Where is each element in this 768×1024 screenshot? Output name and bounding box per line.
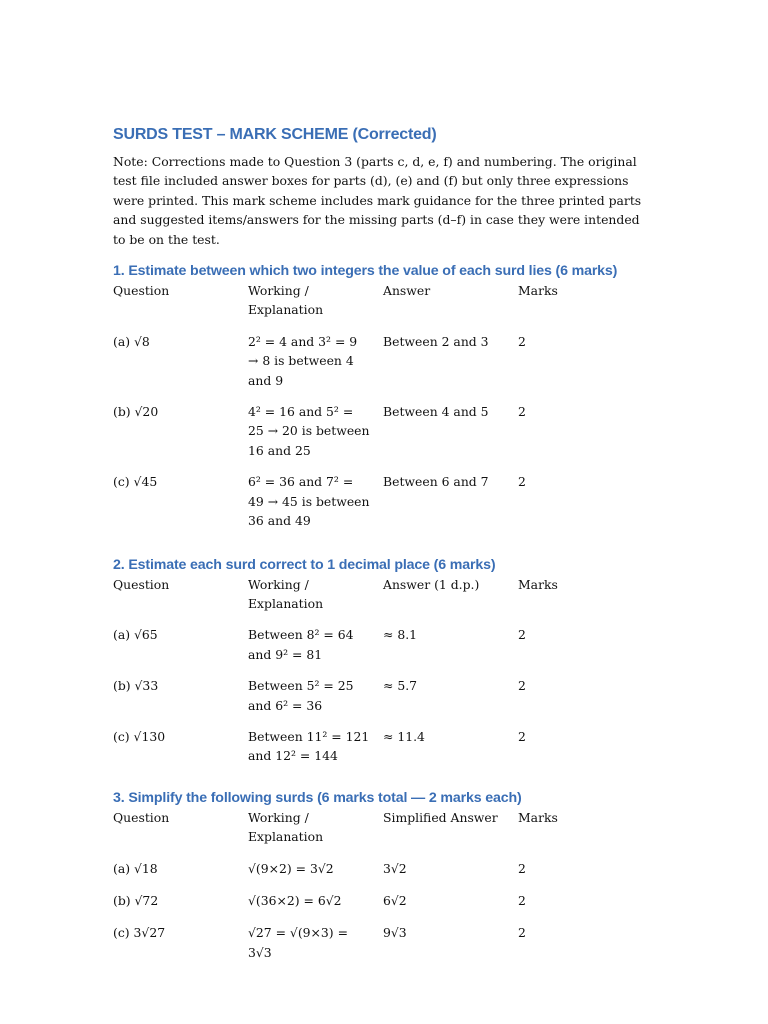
question-cell: (b) √72 (113, 892, 159, 908)
column-header-question: Question (113, 283, 170, 299)
table-row (113, 625, 653, 664)
table-row (113, 332, 653, 390)
working-cell: √27 = √(9×3) = 3√3 (248, 925, 348, 960)
table-header-row (113, 808, 653, 847)
section-heading: 2. Estimate each surd correct to 1 decimal place (6 marks) (113, 556, 496, 573)
question-cell: (a) √8 (113, 333, 150, 349)
working-cell: Between 8² = 64 and 9² = 81 (248, 627, 354, 662)
table-row (113, 472, 653, 530)
marks-cell: 2 (518, 925, 526, 941)
working-cell: 4² = 16 and 5² = 25 → 20 is between 16 and 25 (248, 404, 370, 458)
question-cell: (c) √45 (113, 474, 158, 490)
section-1 (113, 261, 653, 530)
table-row (113, 923, 653, 962)
column-header-answer: Simplified Answer (383, 809, 498, 825)
section-heading: 1. Estimate between which two integers the value of each surd lies (6 marks) (113, 263, 618, 280)
answer-cell: Between 2 and 3 (383, 333, 489, 349)
document-title: SURDS TEST – MARK SCHEME (Corrected) (113, 126, 437, 143)
section-3 (113, 788, 653, 962)
column-header-question: Question (113, 809, 170, 825)
mark-table (113, 808, 653, 962)
column-header-working: Working / Explanation (248, 576, 324, 611)
answer-cell: 3√2 (383, 860, 407, 876)
question-cell: (c) √130 (113, 728, 166, 744)
marks-cell: 2 (518, 333, 526, 349)
table-row (113, 891, 653, 910)
correction-note: Note: Corrections made to Question 3 (parts c, d, e, f) and numbering. The original test file included answer boxes for parts (d), (e) and (f) but only three expressions were printed. This mark scheme includes mark guidance for the three printed parts and suggested items/answers for the missing parts (d–f) in case they were intended to be on the test. (113, 154, 642, 247)
table-header-row (113, 281, 653, 320)
column-header-marks: Marks (518, 809, 558, 825)
question-cell: (c) 3√27 (113, 925, 166, 941)
section-heading: 3. Simplify the following surds (6 marks total — 2 marks each) (113, 789, 522, 806)
question-cell: (b) √33 (113, 678, 159, 694)
column-header-marks: Marks (518, 283, 558, 299)
table-row (113, 727, 653, 766)
column-header-question: Question (113, 576, 170, 592)
question-cell: (b) √20 (113, 404, 159, 420)
column-header-marks: Marks (518, 576, 558, 592)
answer-cell: 6√2 (383, 892, 407, 908)
mark-table (113, 281, 653, 530)
mark-table (113, 575, 653, 766)
column-header-answer: Answer (383, 283, 431, 299)
question-cell: (a) √65 (113, 627, 158, 643)
column-header-working: Working / Explanation (248, 283, 324, 318)
table-row (113, 859, 653, 878)
marks-cell: 2 (518, 892, 526, 908)
column-header-working: Working / Explanation (248, 809, 324, 845)
answer-cell: ≈ 8.1 (383, 627, 418, 643)
table-row (113, 676, 653, 715)
marks-cell: 2 (518, 728, 526, 744)
marks-cell: 2 (518, 678, 526, 694)
answer-cell: Between 6 and 7 (383, 474, 489, 490)
answer-cell: 9√3 (383, 925, 407, 941)
marks-cell: 2 (518, 474, 526, 490)
column-header-answer: Answer (1 d.p.) (383, 576, 480, 592)
working-cell: Between 11² = 121 and 12² = 144 (248, 728, 370, 764)
working-cell: √(36×2) = 6√2 (248, 892, 342, 908)
working-cell: √(9×2) = 3√2 (248, 860, 334, 876)
working-cell: 2² = 4 and 3² = 9 → 8 is between 4 and 9 (248, 333, 358, 388)
question-cell: (a) √18 (113, 860, 158, 876)
working-cell: Between 5² = 25 and 6² = 36 (248, 678, 354, 713)
section-2 (113, 555, 653, 766)
working-cell: 6² = 36 and 7² = 49 → 45 is between 36 and 49 (248, 474, 370, 529)
document-page (113, 124, 653, 962)
marks-cell: 2 (518, 860, 526, 876)
marks-cell: 2 (518, 404, 526, 420)
answer-cell: Between 4 and 5 (383, 404, 489, 420)
answer-cell: ≈ 5.7 (383, 678, 418, 694)
table-header-row (113, 575, 653, 614)
table-row (113, 402, 653, 460)
marks-cell: 2 (518, 627, 526, 643)
answer-cell: ≈ 11.4 (383, 728, 425, 744)
